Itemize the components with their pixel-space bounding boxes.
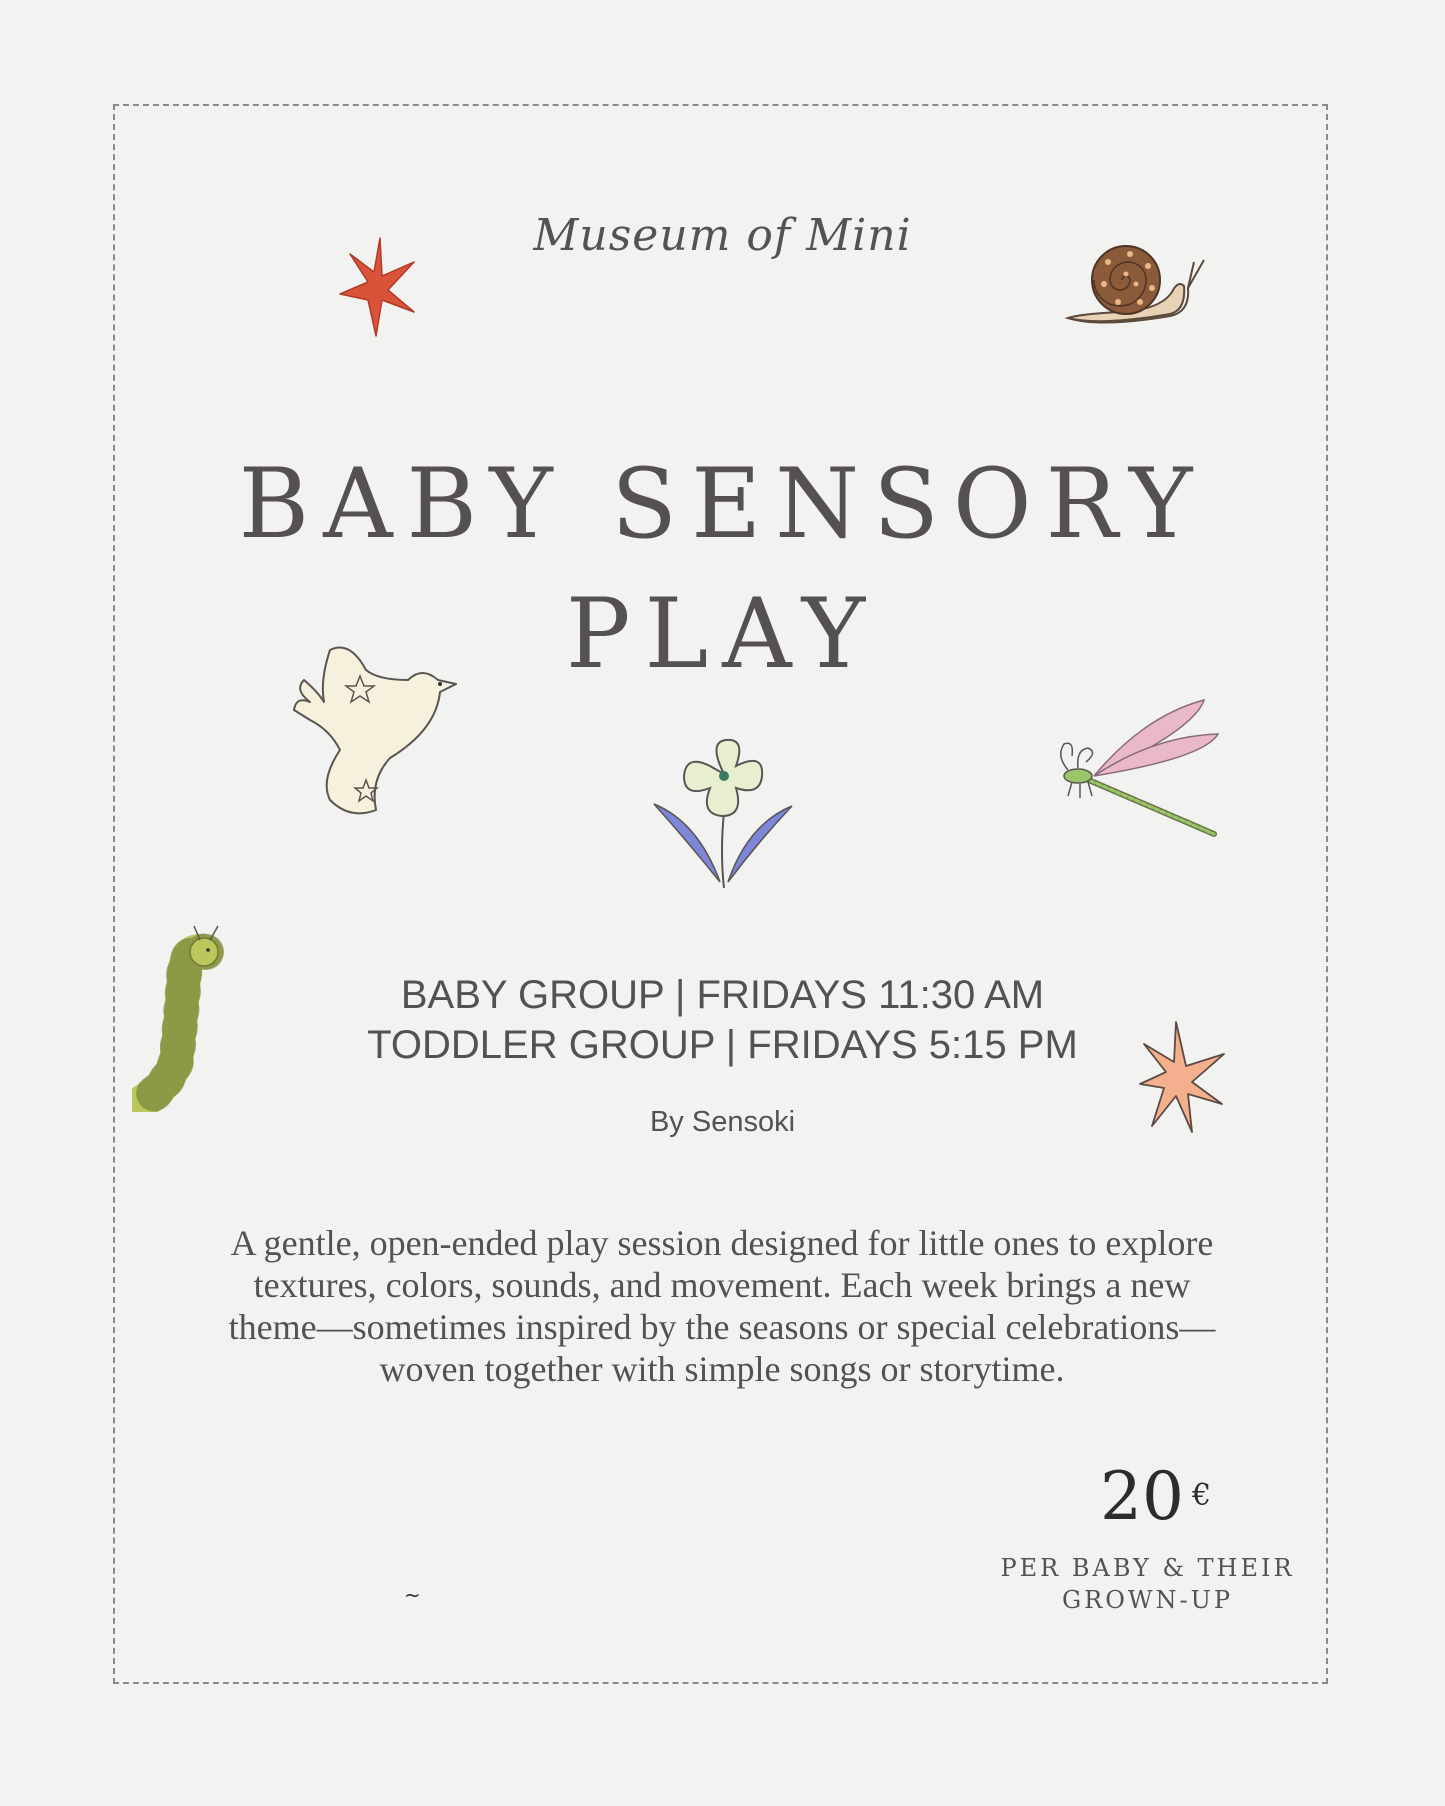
snail-icon (1060, 240, 1210, 330)
price-note: PER BABY & THEIR GROWN-UP (1000, 1554, 1295, 1614)
byline: By Sensoki (649, 1106, 796, 1138)
dashed-border (113, 104, 1328, 1684)
red-star-icon (336, 234, 418, 340)
schedule-toddler-group: TODDLER GROUP | FRIDAYS 5:15 PM (367, 1023, 1078, 1067)
dragonfly-icon (1054, 696, 1220, 838)
schedule-baby-group: BABY GROUP | FRIDAYS 11:30 AM (400, 973, 1045, 1017)
title-line-2: PLAY (565, 578, 880, 690)
flower-icon (648, 732, 798, 892)
price (1100, 1458, 1211, 1535)
price-amount: 20 (1100, 1458, 1184, 1535)
tilde-mark: ~ (404, 1583, 421, 1607)
brand-name: Museum of Mini (533, 210, 912, 261)
title-line-1: BABY SENSORY (238, 448, 1207, 560)
description: A gentle, open-ended play session designed for little ones to explore textures, colors, sounds, and movement. Each week brings a new theme—sometimes inspired by the seasons or special celebrations—woven together with simple songs or storytime. (228, 1223, 1216, 1389)
price-currency: € (1191, 1478, 1212, 1513)
bird-icon (290, 640, 470, 830)
